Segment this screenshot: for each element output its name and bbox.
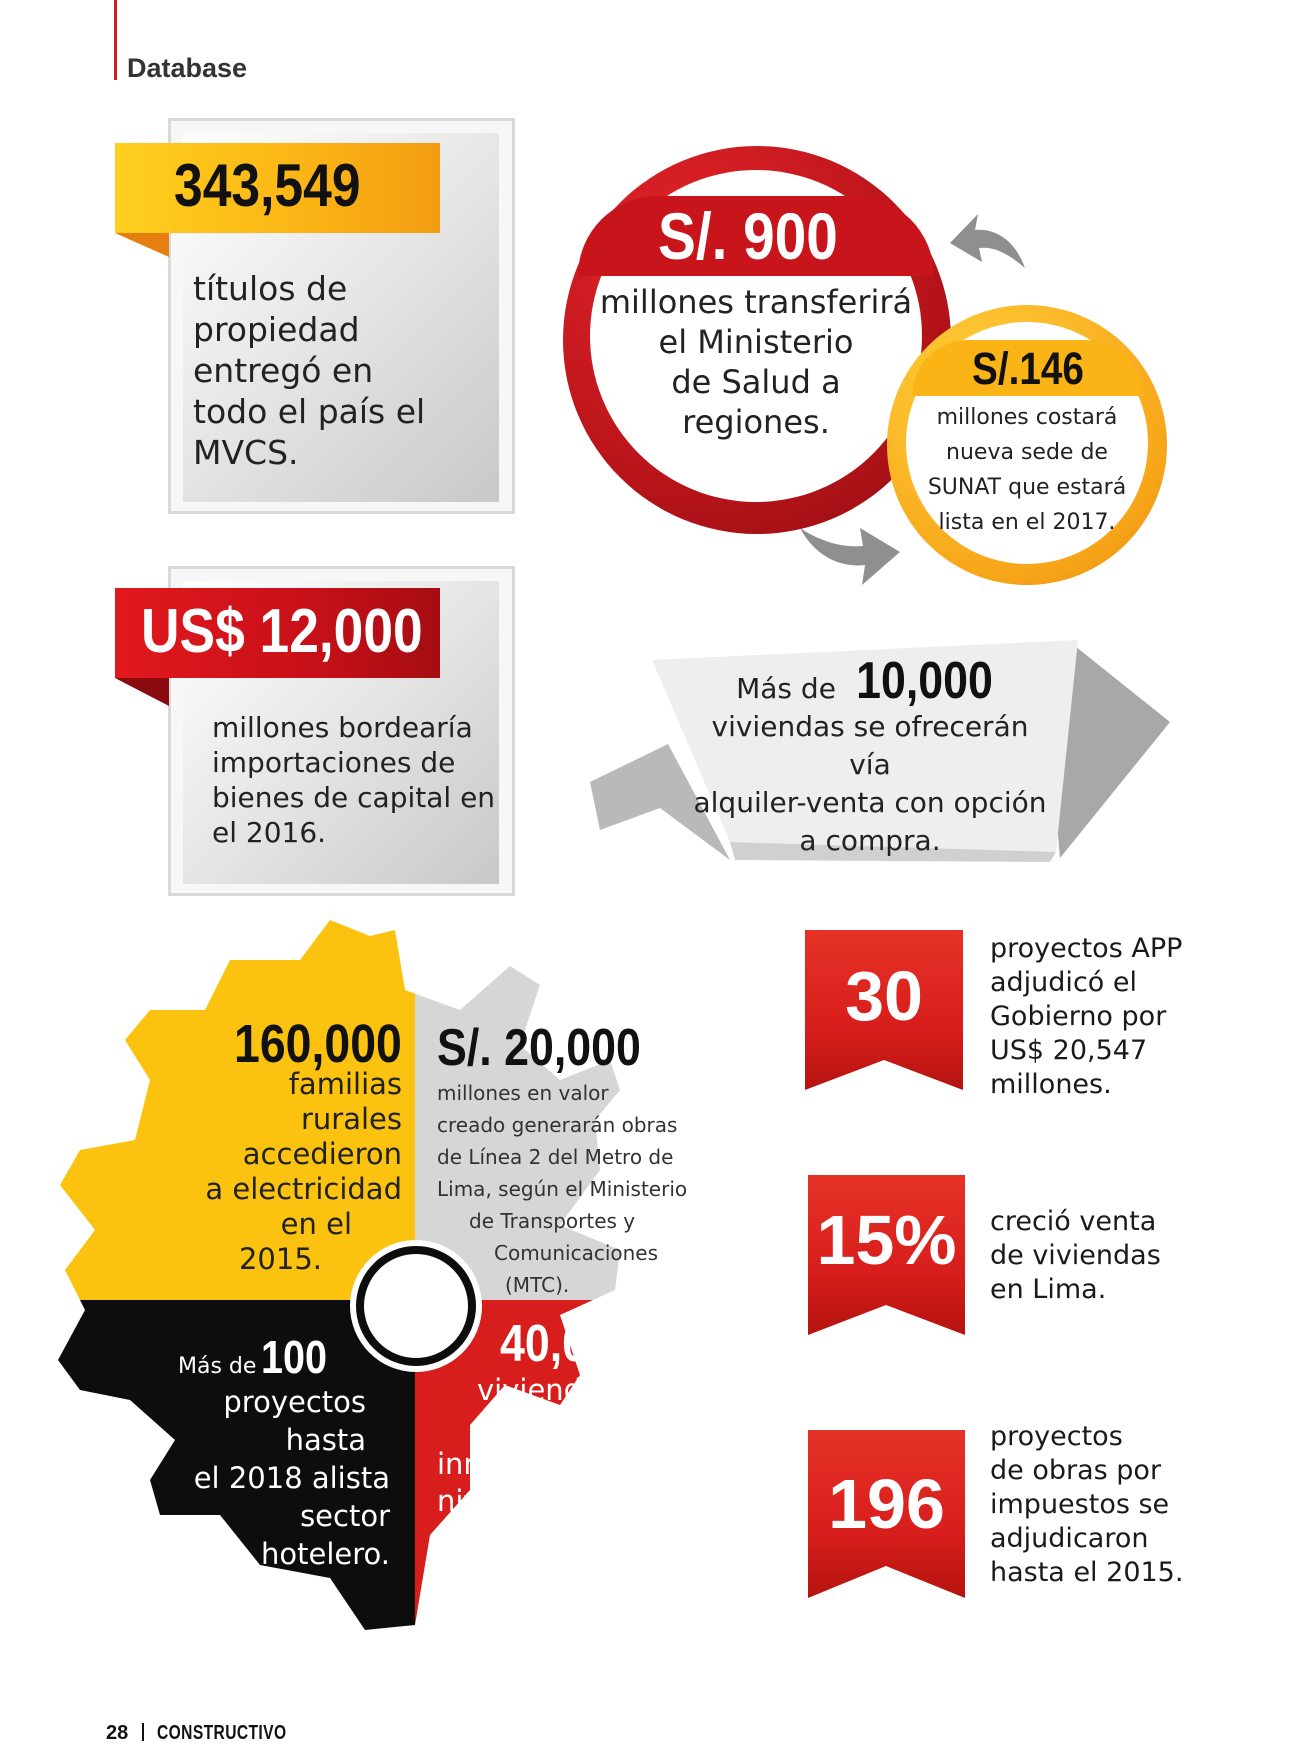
side-stat-text-3: proyectos de obras por impuestos se adjudicaron hasta el 2015.: [990, 1421, 1184, 1588]
circle-sunat-number: S/.146: [972, 343, 1084, 394]
paper-banner-number: 10,000: [855, 652, 993, 710]
stat-text-titulos: títulos de propiedad entregó en todo el país el MVCS.: [193, 269, 426, 472]
gear-q3-number: 100: [260, 1331, 327, 1383]
magazine-name: CONSTRUCTIVO: [157, 1722, 287, 1744]
gear-q1-text: familias rurales accedieron a electricidad en el 2015.: [205, 1067, 402, 1276]
gear-q3-text: proyectos hasta el 2018 alista sector hotelero.: [193, 1385, 390, 1571]
section-title: Database: [127, 53, 248, 83]
stat-number-titulos: 343,549: [174, 152, 361, 219]
side-stat-number-3: 196: [828, 1465, 945, 1543]
gear-q4-text: viviendas venderán inmobiliarias a nivel nacional durante el presente año.: [437, 1373, 650, 1592]
side-stat-text-1: proyectos APP adjudicó el Gobierno por US$ 20,547 millones.: [990, 933, 1183, 1100]
gear-q2-number: S/. 20,000: [437, 1019, 641, 1077]
gear-q4-number: 40,000: [500, 1315, 637, 1373]
gear-q1-number: 160,000: [234, 1014, 402, 1074]
paper-banner-text: Más de 10,000 viviendas se ofrecerán vía alquiler-venta con opción a compra.: [690, 662, 1050, 860]
circle-salud-number: S/. 900: [658, 199, 838, 273]
stat-text-importaciones: millones bordearía importaciones de bienes de capital en el 2016.: [212, 711, 496, 849]
page-number: 28: [106, 1722, 129, 1744]
footer-divider: [142, 1723, 144, 1741]
stat-number-importaciones: US$ 12,000: [141, 597, 423, 666]
side-stat-text-2: creció venta de viviendas en Lima.: [990, 1206, 1161, 1305]
paper-banner-prefix: Más de: [736, 672, 836, 705]
page-footer: [106, 1722, 323, 1745]
side-stat-number-2: 15%: [816, 1201, 957, 1279]
gear-q3-prefix: Más de: [178, 1354, 257, 1379]
side-stat-number-1: 30: [845, 957, 923, 1035]
gear-q2-text: millones en valor creado generarán obras de Línea 2 del Metro de Lima, según el Ministerio de Transportes y Comunicaciones (MTC).: [437, 1081, 688, 1297]
circle-sunat-text: millones costará nueva sede de SUNAT que estará lista en el 2017.: [927, 405, 1127, 535]
circle-salud-text: millones transferirá el Ministerio de Salud a regiones.: [599, 283, 913, 441]
